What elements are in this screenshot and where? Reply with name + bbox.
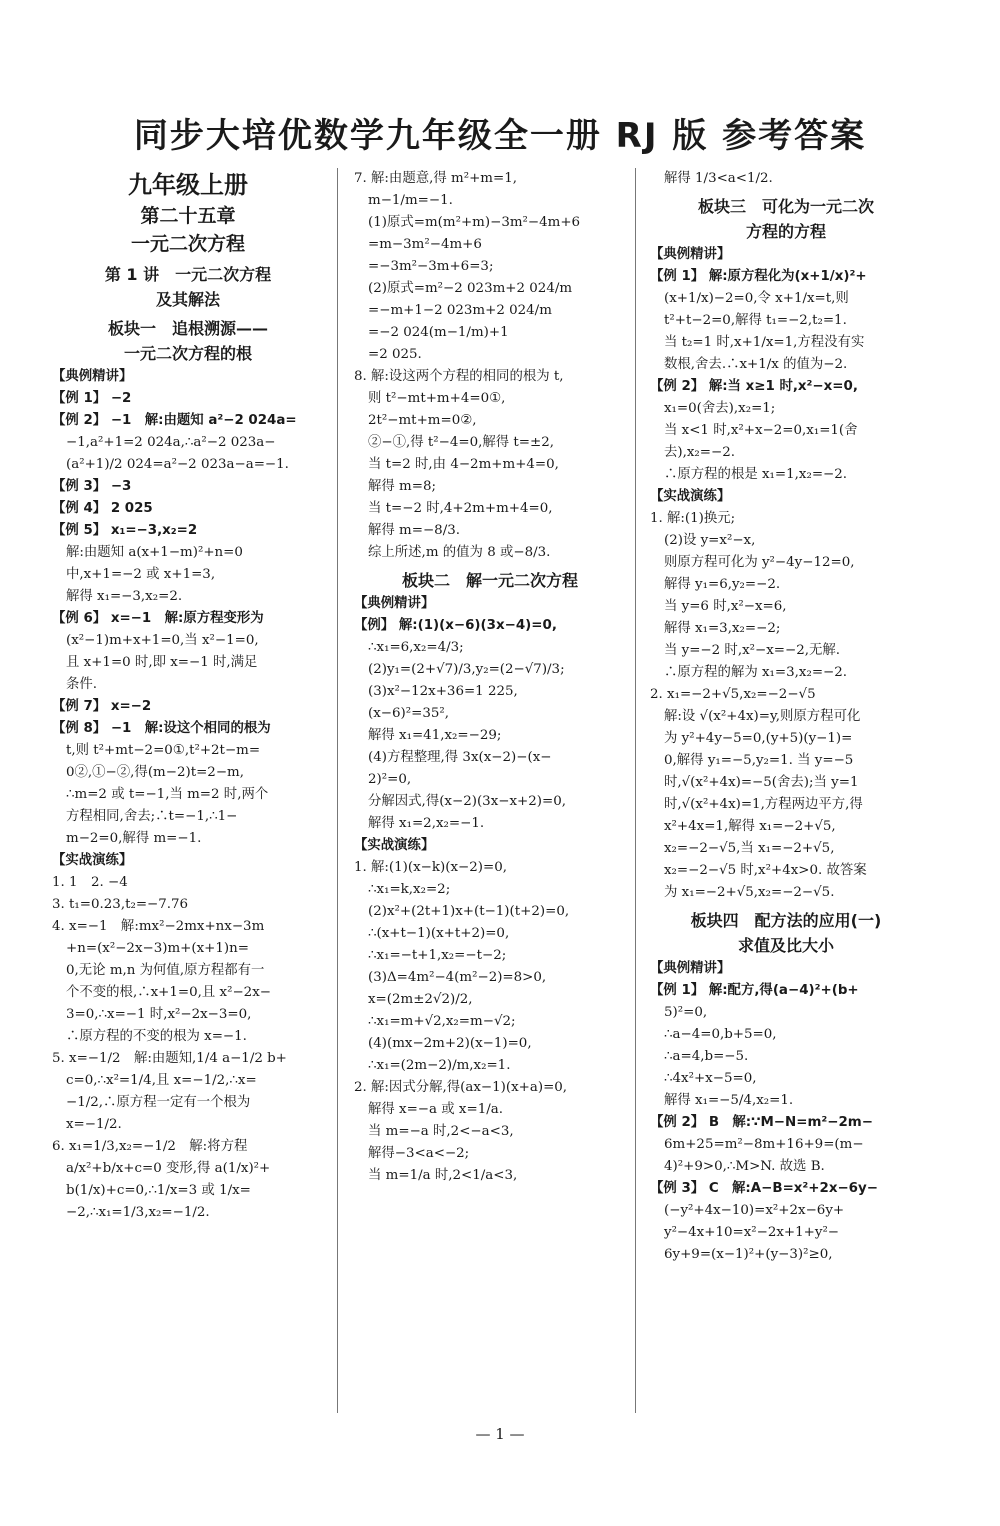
text-line: y²−4x+10=x²−2x+1+y²− [664,1225,840,1240]
lecture-heading: 第 1 讲 一元二次方程 [104,265,272,284]
chapter-name: 一元二次方程 [130,233,245,255]
text-line: 解:由题知 a(x+1−m)²+n=0 [66,545,243,560]
column-3 [650,168,922,1408]
text-line: 当 t₂=1 时,x+1/x=1,方程没有实 [664,335,865,350]
item-label-line: 【典例精讲】 [52,369,133,384]
text-line: 个不变的根,∴x+1=0,且 x²−2x− [66,985,271,1000]
text-line: 解得 x₁=3,x₂=−2; [664,621,781,636]
text-line: 6. x₁=1/3,x₂=−1/2 解:将方程 [52,1139,248,1154]
text-line: 8. 解:设这两个方程的相同的根为 t, [354,369,564,384]
item-label-line: 【例 8】 −1 解:设这个相同的根为 [52,721,271,736]
text-line: =−3m²−3m+6=3; [368,259,494,274]
text-line: t,则 t²+mt−2=0①,t²+2t−m= [66,743,261,758]
text-line: 0,无论 m,n 为何值,原方程都有一 [66,963,265,978]
text-line: 当 y=6 时,x²−x=6, [664,599,787,614]
text-line: 则 t²−mt+m+4=0①, [368,391,506,406]
text-line: −1,a²+1=2 024a,∴a²−2 023a− [66,435,276,450]
text-line: 1. 解:(1)(x−k)(x−2)=0, [354,860,507,875]
item-label-line: 【例 2】 B 解:∵M−N=m²−2m− [650,1115,873,1130]
text-line: 6y+9=(x−1)²+(y−3)²≥0, [664,1247,833,1262]
item-label-line: 【典例精讲】 [650,961,731,976]
section-heading-2: 方程的方程 [745,222,826,241]
text-line: 解得 x₁=−3,x₂=2. [66,589,183,604]
text-line: 6m+25=m²−8m+16+9=(m− [664,1137,864,1152]
text-line: ∴原方程的不变的根为 x=−1. [66,1029,247,1044]
text-line: (a²+1)/2 024=a²−2 023a−a=−1. [66,457,289,472]
text-line: 4)²+9>0,∴M>N. 故选 B. [664,1159,825,1174]
text-line: (−y²+4x−10)=x²+2x−6y+ [664,1203,845,1218]
section-heading: 板块四 配方法的应用(一) [690,911,882,930]
text-line: 0,解得 y₁=−5,y₂=1. 当 y=−5 [664,753,854,768]
text-line: (3)Δ=4m²−4(m²−2)=8>0, [368,970,547,985]
text-line: 当 t=2 时,由 4−2m+m+4=0, [368,457,559,472]
text-line: (1)原式=m(m²+m)−3m²−4m+6 [368,215,581,230]
text-line: 2. x₁=−2+√5,x₂=−2−√5 [650,687,816,702]
answer-lines [650,958,922,1266]
text-line: 2t²−mt+m=0②, [368,413,477,428]
text-line: (3)x²−12x+36=1 225, [368,684,518,699]
answer-lines [354,593,626,1187]
text-line: (2)设 y=x²−x, [664,533,756,548]
text-line: −1/2,∴原方程一定有一个根为 [66,1095,251,1110]
lecture-heading-2: 及其解法 [155,290,220,309]
answer-lines [354,168,626,564]
text-line: 1. 解:(1)换元; [650,511,736,526]
item-label-line: 【例】 解:(1)(x−6)(3x−4)=0, [354,618,557,633]
text-line: 5)²=0, [664,1005,708,1020]
item-label-line: 【例 5】 x₁=−3,x₂=2 [52,523,198,538]
text-line: 解得−3<a<−2; [368,1146,470,1161]
answer-lines [52,366,324,1224]
item-label-line: 【例 3】 C 解:A−B=x²+2x−6y− [650,1181,878,1196]
column-divider [635,168,636,1413]
text-line: 当 y=−2 时,x²−x=−2,无解. [664,643,841,658]
answer-lines [650,168,922,190]
text-line: m−2=0,解得 m=−1. [66,831,202,846]
text-line: 当 x<1 时,x²+x−2=0,x₁=1(舍 [664,423,858,438]
text-line: ∴x₁=(2m−2)/m,x₂=1. [368,1058,511,1073]
text-line: 去),x₂=−2. [664,445,736,460]
text-line: 解得 x=−a 或 x=1/a. [368,1102,503,1117]
text-line: x₂=−2−√5,当 x₁=−2+√5, [664,841,835,856]
item-label-line: 【例 1】 解:配方,得(a−4)²+(b+ [650,983,859,998]
text-line: a/x²+b/x+c=0 变形,得 a(1/x)²+ [66,1161,271,1176]
text-line: c=0,∴x²=1/4,且 x=−1/2,∴x= [66,1073,257,1088]
text-line: (2)原式=m²−2 023m+2 024/m [368,281,573,296]
text-line: ∴(x+t−1)(x+t+2)=0, [368,926,510,941]
text-line: 解:设 √(x²+4x)=y,则原方程可化 [664,709,861,724]
column-divider [337,168,338,1413]
text-line: ∴4x²+x−5=0, [664,1071,757,1086]
page-title: 同步大培优数学九年级全一册 RJ 版 参考答案 [133,116,867,156]
text-line: 解得 m=8; [368,479,436,494]
text-line: 数根,舍去.∴x+1/x 的值为−2. [664,357,848,372]
text-line: 解得 x₁=2,x₂=−1. [368,816,485,831]
text-line: ∴x₁=6,x₂=4/3; [368,640,464,655]
text-line: (4)(mx−2m+2)(x−1)=0, [368,1036,532,1051]
text-line: x₁=0(舍去),x₂=1; [664,401,776,416]
text-line: =2 025. [368,347,422,362]
text-line: 则原方程可化为 y²−4y−12=0, [664,555,855,570]
item-label-line: 【例 2】 −1 解:由题知 a²−2 024a= [52,413,297,428]
book-heading: 九年级上册 [128,171,248,199]
text-line: 时,√(x²+4x)=1,方程两边平方,得 [664,797,863,812]
text-line: =−2 024(m−1/m)+1 [368,325,509,340]
section-heading-2: 一元二次方程的根 [123,344,252,363]
text-line: 中,x+1=−2 或 x+1=3, [66,567,216,582]
text-line: m−1/m=−1. [368,193,453,208]
text-line: b(1/x)+c=0,∴1/x=3 或 1/x= [66,1183,251,1198]
text-line: ∴原方程的根是 x₁=1,x₂=−2. [664,467,848,482]
text-line: ∴x₁=m+√2,x₂=m−√2; [368,1014,516,1029]
section-heading: 板块一 追根溯源—— [107,319,268,338]
text-line: 5. x=−1/2 解:由题知,1/4 a−1/2 b+ [52,1051,287,1066]
text-line: x=(2m±2√2)/2, [368,992,473,1007]
text-line: 解得 x₁=−5/4,x₂=1. [664,1093,794,1108]
text-line: 7. 解:由题意,得 m²+m=1, [354,171,517,186]
text-line: 为 y²+4y−5=0,(y+5)(y−1)= [664,731,853,746]
text-line: ∴原方程的解为 x₁=3,x₂=−2. [664,665,848,680]
text-line: 解得 y₁=6,y₂=−2. [664,577,781,592]
text-line: t²+t−2=0,解得 t₁=−2,t₂=1. [664,313,847,328]
text-line: x₂=−2−√5 时,x²+4x>0. 故答案 [664,863,867,878]
text-line: 条件. [66,677,98,692]
text-line: ∴x₁=k,x₂=2; [368,882,451,897]
text-line: 解得 x₁=41,x₂=−29; [368,728,502,743]
text-line: (4)方程整理,得 3x(x−2)−(x− [368,750,552,765]
text-line: 解得 1/3<a<1/2. [664,171,773,186]
text-line: 综上所述,m 的值为 8 或−8/3. [368,545,551,560]
text-line: ∴m=2 或 t=−1,当 m=2 时,两个 [66,787,269,802]
text-line: 2. 解:因式分解,得(ax−1)(x+a)=0, [354,1080,568,1095]
text-line: 3=0,∴x=−1 时,x²−2x−3=0, [66,1007,252,1022]
text-line: (x−6)²=35², [368,706,449,721]
text-line: =m−3m²−4m+6 [368,237,482,252]
text-line: 方程相同,舍去;∴t=−1,∴1− [66,809,238,824]
item-label-line: 【实战演练】 [650,489,731,504]
text-line: 4. x=−1 解:mx²−2mx+nx−3m [52,919,265,934]
text-line: ∴a=4,b=−5. [664,1049,749,1064]
item-label-line: 【例 2】 解:当 x≥1 时,x²−x=0, [650,379,858,394]
section-heading-2: 求值及比大小 [737,936,834,955]
text-line: (x+1/x)−2=0,令 x+1/x=t,则 [664,291,849,306]
item-label-line: 【实战演练】 [354,838,435,853]
item-label-line: 【例 3】 −3 [52,479,132,494]
item-label-line: 【典例精讲】 [354,596,435,611]
text-line: 当 m=−a 时,2<−a<3, [368,1124,514,1139]
text-line: ②−①,得 t²−4=0,解得 t=±2, [368,435,555,450]
item-label-line: 【例 4】 2 025 [52,501,153,516]
text-line: 0②,①−②,得(m−2)t=2−m, [66,765,244,780]
text-line: 且 x+1=0 时,即 x=−1 时,满足 [66,655,258,670]
text-line: x=−1/2. [66,1117,122,1132]
item-label-line: 【例 1】 解:原方程化为(x+1/x)²+ [650,269,867,284]
text-line: 1. 1 2. −4 [52,875,128,890]
text-line: (x²−1)m+x+1=0,当 x²−1=0, [66,633,259,648]
text-line: 时,√(x²+4x)=−5(舍去);当 y=1 [664,775,859,790]
text-line: 2)²=0, [368,772,412,787]
text-line: =−m+1−2 023m+2 024/m [368,303,552,318]
text-line: (2)y₁=(2+√7)/3,y₂=(2−√7)/3; [368,662,565,677]
answer-lines [650,244,922,904]
text-line: 当 m=1/a 时,2<1/a<3, [368,1168,518,1183]
item-label-line: 【例 1】 −2 [52,391,132,406]
text-line: 为 x₁=−2+√5,x₂=−2−√5. [664,885,835,900]
text-line: −2,∴x₁=1/3,x₂=−1/2. [66,1205,210,1220]
section-heading: 板块三 可化为一元二次 [697,197,874,216]
text-line: 分解因式,得(x−2)(3x−x+2)=0, [368,794,566,809]
text-line: (2)x²+(2t+1)x+(t−1)(t+2)=0, [368,904,570,919]
text-line: +n=(x²−2x−3)m+(x+1)n= [66,941,249,956]
item-label-line: 【典例精讲】 [650,247,731,262]
section-heading: 板块二 解一元二次方程 [401,571,578,590]
text-line: 当 t=−2 时,4+2m+m+4=0, [368,501,553,516]
item-label-line: 【例 7】 x=−2 [52,699,152,714]
page-number: — 1 — [475,1425,525,1443]
chapter-heading: 第二十五章 [140,205,236,227]
item-label-line: 【实战演练】 [52,853,133,868]
column-1 [52,168,324,1408]
item-label-line: 【例 6】 x=−1 解:原方程变形为 [52,611,264,626]
text-line: x²+4x=1,解得 x₁=−2+√5, [664,819,836,834]
column-2 [354,168,626,1408]
text-line: 3. t₁=0.23,t₂=−7.76 [52,897,189,912]
text-line: ∴x₁=−t+1,x₂=−t−2; [368,948,507,963]
text-line: 解得 m=−8/3. [368,523,460,538]
text-line: ∴a−4=0,b+5=0, [664,1027,777,1042]
